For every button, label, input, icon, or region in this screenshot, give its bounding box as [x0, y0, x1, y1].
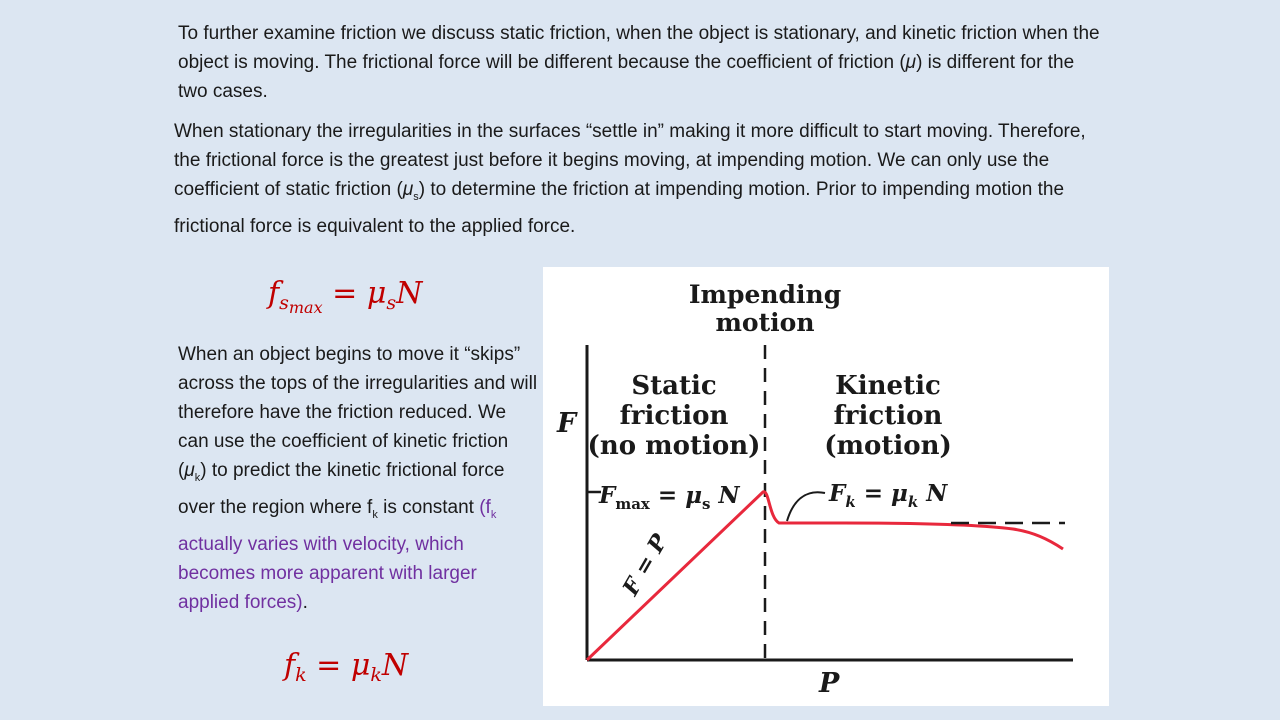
impending-label: Impending	[688, 280, 842, 309]
static-max-equation: $f_{s_{max}} = \mu_sN$	[268, 276, 423, 317]
fmax-label: $F_{max} = \mu_s$ N	[599, 482, 740, 513]
intro-paragraph: To further examine friction we discuss static friction, when the object is stationary, and kinetic friction when the object is moving. The frictional force will be different because the coefficient of friction (μ) is different for the two cases.	[178, 23, 1100, 102]
static-friction-paragraph: When stationary the irregularities in the surfaces “settle in” making it more difficult to start moving. Therefore, the frictional force is the greatest just before it begins moving, at impending motion. We can only use the coefficient of static friction $(\mu_s)$ to determine the friction at impending motion. Prior to impending motion the frictional force is equivalent to the applied force.	[174, 121, 1086, 237]
kinetic-equation: $f_k = \mu_kN$	[284, 648, 409, 686]
friction-curve	[587, 492, 1063, 660]
kinetic-label: Kinetic	[835, 371, 941, 401]
fk-leader	[787, 492, 825, 521]
friction-graph	[543, 267, 1109, 706]
x-axis-label: P	[819, 668, 840, 699]
f-equals-p-label: F = P	[617, 529, 674, 600]
motion-state-label: (motion)	[824, 431, 952, 461]
kinetic-friction-label: friction	[833, 401, 943, 431]
static-friction-label: friction	[619, 401, 729, 431]
static-label: Static	[631, 371, 717, 401]
fk-label: $F_k = \mu_k$ N	[829, 480, 948, 511]
kinetic-friction-paragraph: When an object begins to move it “skips” across the tops of the irregularities and will therefore have the friction reduced. We can use the coefficient of kinetic friction $(\mu_k)$ to predict the kinetic frictional force over the region where $f_k$ is constant ($f_k$ actually varies with velocity, which becomes more apparent with larger applied forces).	[178, 344, 538, 613]
y-axis-label: F	[557, 408, 577, 439]
motion-label: motion	[715, 308, 815, 337]
no-motion-label: (no motion)	[587, 431, 761, 461]
velocity-note: ($f_k$ actually varies with velocity, which becomes more apparent with larger applied forces)	[178, 496, 497, 613]
